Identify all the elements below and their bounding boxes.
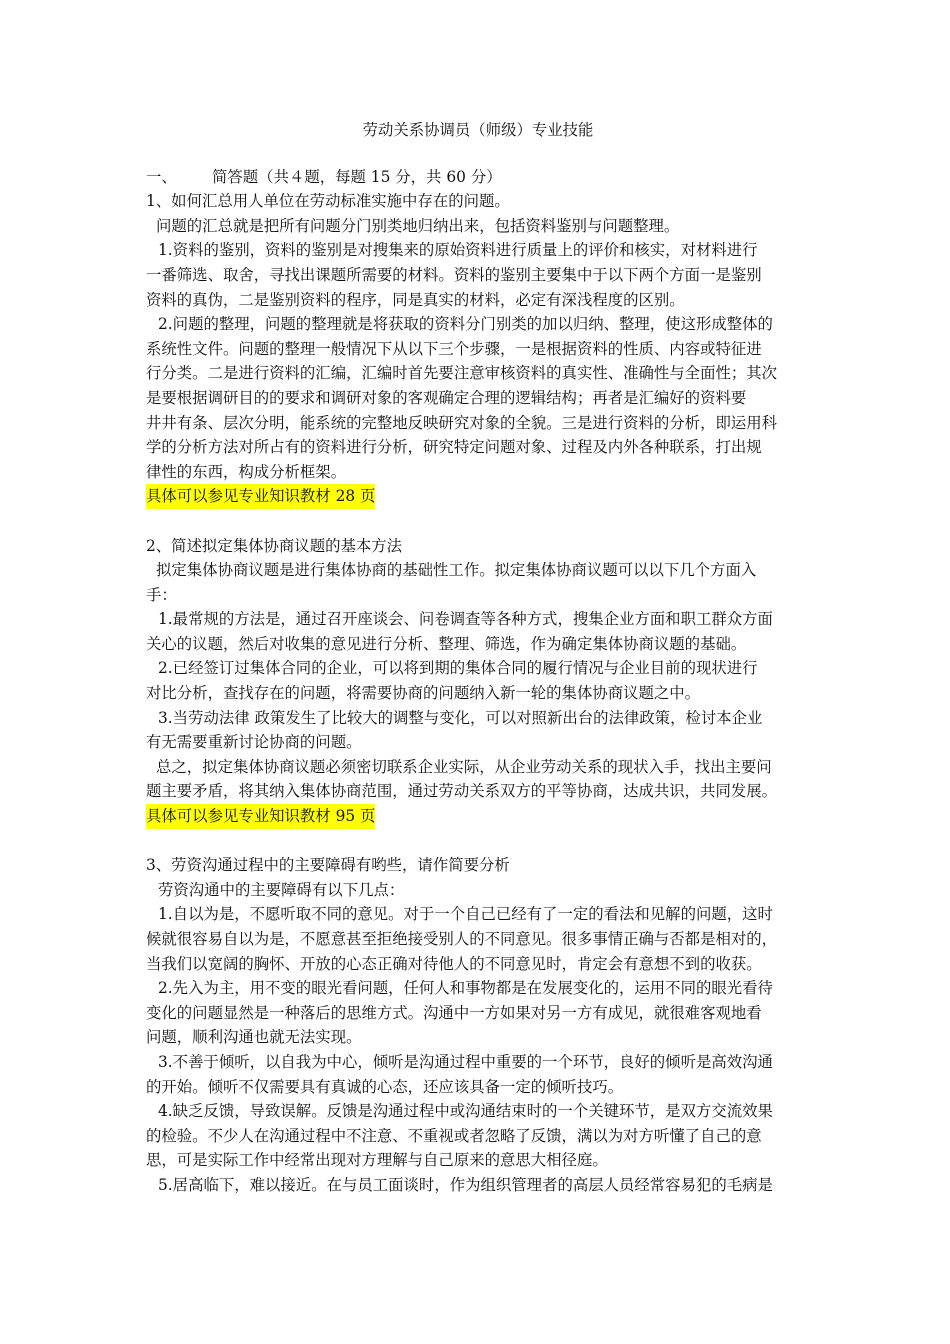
- question-2: 2、简述拟定集体协商议题的基本方法: [146, 536, 403, 555]
- paragraph-line: 系统性文件。问题的整理一般情况下从以下三个步骤，一是根据资料的性质、内容或特征进: [146, 339, 762, 358]
- paragraph-line: 是要根据调研目的的要求和调研对象的客观确定合理的逻辑结构；再者是汇编好的资料要: [146, 388, 747, 407]
- section-heading: [146, 165, 810, 190]
- paragraph-line: 问题，顺利沟通也就无法实现。: [146, 1028, 362, 1047]
- paragraph-line: 劳资沟通中的主要障碍有以下几点：: [158, 880, 405, 899]
- paragraph-line: 1.资料的鉴别，资料的鉴别是对搜集来的原始资料进行质量上的评价和核实，对材料进行: [158, 241, 758, 260]
- paragraph-line: 的开始。倾听不仅需要具有真诚的心态，还应该具备一定的倾听技巧。: [146, 1077, 624, 1096]
- paragraph-line: 对比分析，查找存在的问题，将需要协商的问题纳入新一轮的集体协商议题之中。: [146, 684, 701, 703]
- reference-highlight-2: 具体可以参见专业知识教材 95 页: [146, 804, 375, 829]
- paragraph-line: 学的分析方法对所占有的资料进行分析，研究特定问题对象、过程及内外各种联系，打出规: [146, 438, 762, 457]
- paragraph-line: 总之，拟定集体协商议题必须密切联系企业实际，从企业劳动关系的现状入手，找出主要问: [156, 757, 772, 776]
- paragraph-line: 律性的东西，构成分析框架。: [146, 462, 347, 481]
- reference-highlight-1: 具体可以参见专业知识教材 28 页: [146, 484, 375, 509]
- question-3: 3、劳资沟通过程中的主要障碍有哟些，请作简要分析: [146, 856, 510, 875]
- paragraph-line: 4.缺乏反馈，导致误解。反馈是沟通过程中或沟通结束时的一个关键环节，是双方交流效果: [158, 1102, 773, 1121]
- document-body: [146, 118, 810, 1198]
- paragraph-line: 有无需要重新讨论协商的问题。: [146, 733, 362, 752]
- paragraph-line: 井井有条、层次分明，能系统的完整地反映研究对象的全貌。三是进行资料的分析，即运用科: [146, 413, 778, 432]
- paragraph-line: 关心的议题，然后对收集的意见进行分析、整理、筛选，作为确定集体协商议题的基础。: [146, 634, 747, 653]
- paragraph-line: 2.问题的整理，问题的整理就是将获取的资料分门别类的加以归纳、整理，使这形成整体的: [158, 315, 773, 334]
- document-title: 劳动关系协调员（师级）专业技能: [362, 121, 594, 139]
- paragraph-line: 3.当劳动法律 政策发生了比较大的调整与变化，可以对照新出台的法律政策，检讨本企业: [158, 708, 763, 727]
- paragraph-line: 拟定集体协商议题是进行集体协商的基础性工作。拟定集体协商议题可以以下几个方面入: [156, 561, 757, 580]
- paragraph-line: 问题的汇总就是把所有问题分门别类地归纳出来，包括资料鉴别与问题整理。: [156, 216, 680, 235]
- paragraph-line: 1.最常规的方法是，通过召开座谈会、问卷调查等各种方式，搜集企业方面和职工群众方面: [158, 610, 773, 629]
- paragraph-line: 资料的真伪，二是鉴别资料的程序，同是真实的材料，必定有深浅程度的区别。: [146, 290, 685, 309]
- question-1: 1、如何汇总用人单位在劳动标准实施中存在的问题。: [146, 192, 510, 211]
- paragraph-line: 5.居高临下，难以接近。在与员工面谈时，作为组织管理者的高层人员经常容易犯的毛病是: [158, 1175, 773, 1194]
- paragraph-line: 2.已经签订过集体合同的企业，可以将到期的集体合同的履行情况与企业目前的现状进行: [158, 659, 758, 678]
- paragraph-line: 行分类。二是进行资料的汇编，汇编时首先要注意审核资料的真实性、准确性与全面性；其次: [146, 364, 778, 383]
- paragraph-line: 候就很容易自以为是，不愿意甚至拒绝接受别人的不同意见。很多事情正确与否都是相对的，: [146, 930, 778, 948]
- paragraph-line: 1.自以为是，不愿听取不同的意见。对于一个自己已经有了一定的看法和见解的问题，这时: [158, 905, 773, 924]
- paragraph-line: 当我们以宽阔的胸怀、开放的心态正确对待他人的不同意见时，肯定会有意想不到的收获。: [146, 954, 762, 973]
- paragraph-line: 3.不善于倾听，以自我为中心，倾听是沟通过程中重要的一个环节，良好的倾听是高效沟通: [158, 1052, 773, 1071]
- paragraph-line: 题主要矛盾，将其纳入集体协商范围，通过劳动关系双方的平等协商，达成共识，共同发展。: [146, 782, 778, 801]
- paragraph-line: 变化的问题显然是一种落后的思维方式。沟通中一方如果对另一方有成见，就很难客观地看: [146, 1003, 762, 1022]
- paragraph-line: 手：: [146, 585, 177, 604]
- paragraph-line: 思，可是实际工作中经常出现对方理解与自己原来的意思大相径庭。: [146, 1151, 608, 1170]
- paragraph-line: 的检验。不少人在沟通过程中不注意、不重视或者忽略了反馈，满以为对方听懂了自己的意: [146, 1126, 762, 1145]
- paragraph-line: 2.先入为主，用不变的眼光看问题，任何人和事物都是在发展变化的，运用不同的眼光看待: [158, 979, 773, 998]
- section-title: 简答题（共４题，每题 15 分，共 60 分）: [212, 167, 502, 186]
- section-number: 一、: [146, 167, 177, 186]
- paragraph-line: 一番筛选、取舍，寻找出课题所需要的材料。资料的鉴别主要集中于以下两个方面一是鉴别: [146, 265, 762, 284]
